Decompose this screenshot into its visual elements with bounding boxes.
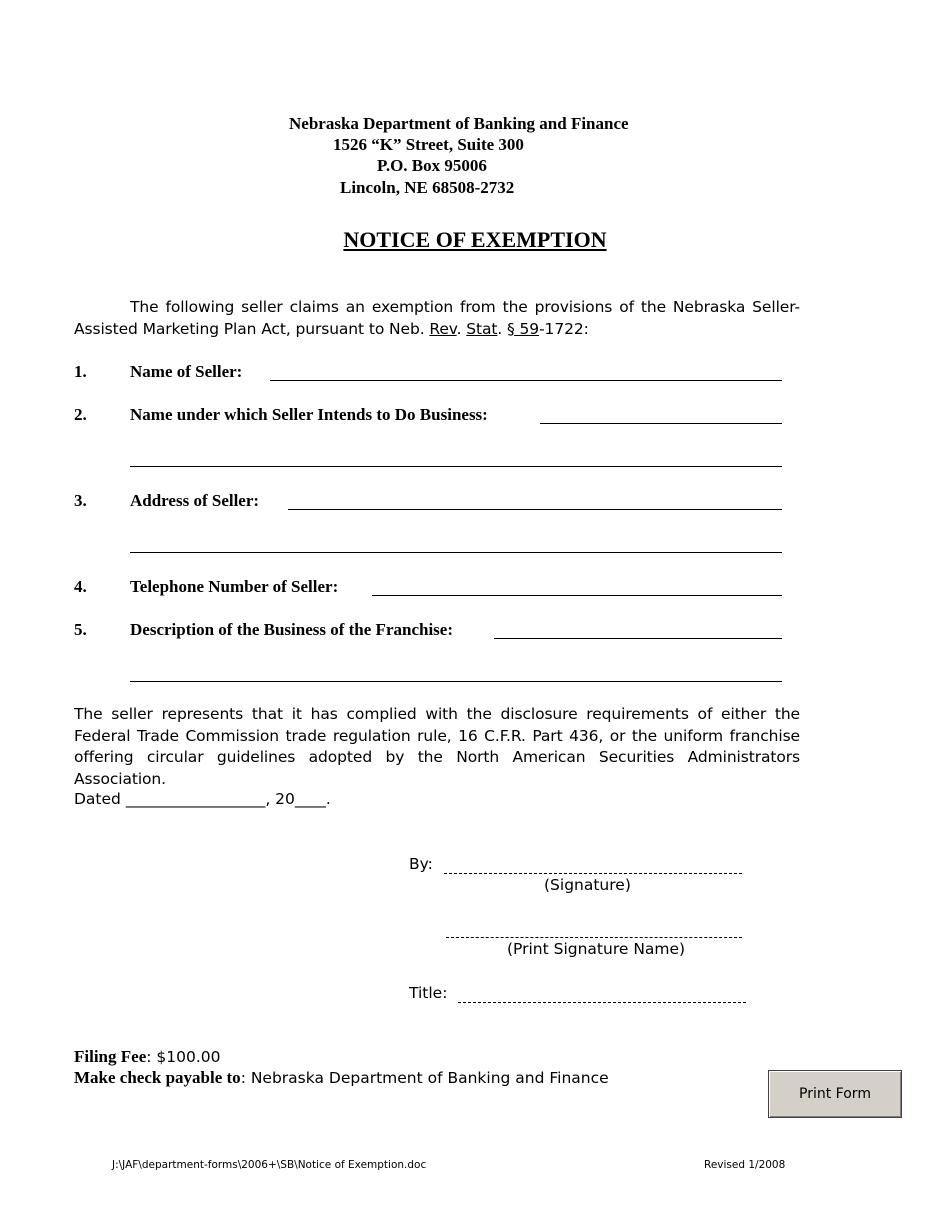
agency-street: 1526 “K” Street, Suite 300 (333, 135, 524, 154)
address-field[interactable] (288, 509, 782, 510)
item-number: 3. (74, 491, 87, 510)
item-number: 5. (74, 620, 87, 639)
address-field-line-2[interactable] (130, 552, 782, 553)
business-name-field-line-2[interactable] (130, 466, 782, 467)
page-title: NOTICE OF EXEMPTION (343, 227, 607, 252)
intro-paragraph: The following seller claims an exemption from the provisions of the Nebraska Seller-Assisted Marketing Plan Act, pursuant to Neb. Rev. Stat. § 59-1722: (74, 298, 800, 338)
item-label-name-of-seller: Name of Seller: (130, 362, 243, 381)
agency-po-box: P.O. Box 95006 (377, 156, 487, 175)
name-of-seller-field[interactable] (270, 380, 782, 381)
footer-revised: Revised 1/2008 (704, 1159, 786, 1171)
print-name-caption: (Print Signature Name) (507, 940, 686, 958)
signature-field[interactable] (444, 873, 742, 874)
payable-to: Make check payable to: Nebraska Department of Banking and Finance (74, 1068, 609, 1087)
telephone-field[interactable] (372, 595, 782, 596)
item-label-description: Description of the Business of the Franchise: (130, 620, 453, 639)
filing-fee: Filing Fee: $100.00 (74, 1047, 221, 1066)
item-number: 4. (74, 577, 87, 596)
by-label: By: (409, 855, 433, 873)
item-number: 2. (74, 405, 87, 424)
representation-paragraph: The seller represents that it has complied with the disclosure requirements of either the Federal Trade Commission trade regulation rule, 16 C.F.R. Part 436, or the uniform franchise offering circular guidelines adopted by the North American Securities Administrators Association. (74, 705, 800, 788)
title-field[interactable] (458, 1002, 746, 1003)
agency-city: Lincoln, NE 68508-2732 (340, 178, 515, 197)
description-field-line-2[interactable] (130, 681, 782, 682)
title-label: Title: (409, 984, 448, 1002)
dated-line[interactable]: Dated __________________, 20____. (74, 790, 331, 808)
item-label-address: Address of Seller: (130, 491, 260, 510)
item-number: 1. (74, 362, 87, 381)
description-field[interactable] (494, 638, 782, 639)
business-name-field[interactable] (540, 423, 782, 424)
footer-file-path: J:\JAF\department-forms\2006+\SB\Notice of Exemption.doc (112, 1159, 427, 1171)
item-label-telephone: Telephone Number of Seller: (130, 577, 339, 596)
print-name-field[interactable] (446, 937, 742, 938)
agency-name: Nebraska Department of Banking and Finance (289, 114, 629, 133)
item-label-business-name: Name under which Seller Intends to Do Business: (130, 405, 488, 424)
signature-caption: (Signature) (544, 876, 631, 894)
print-form-button[interactable]: Print Form (768, 1070, 902, 1118)
